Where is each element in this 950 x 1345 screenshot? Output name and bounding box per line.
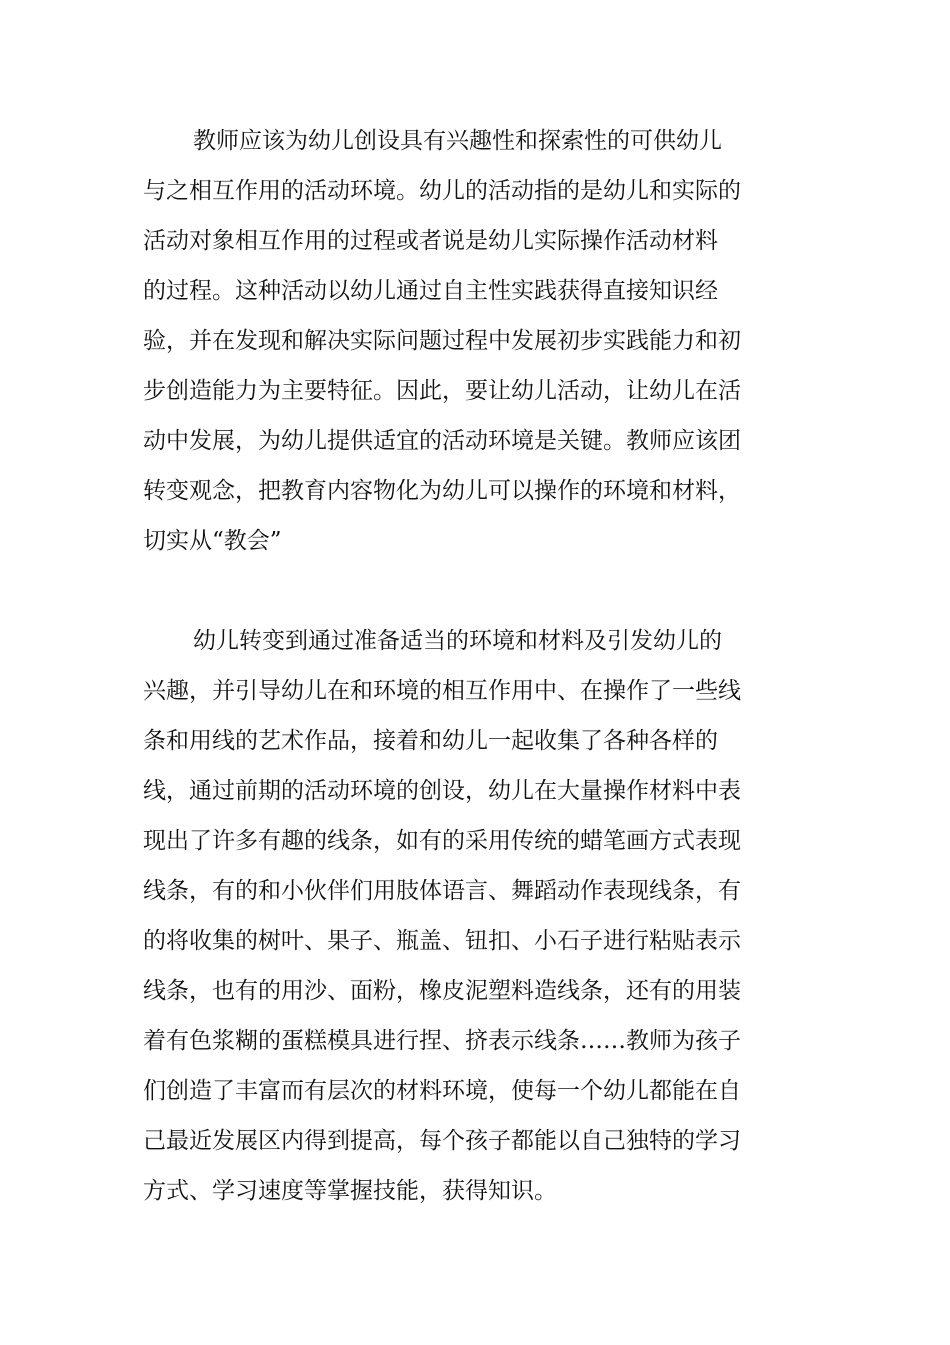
text-line: 转变观念，把教育内容物化为幼儿可以操作的环境和材料， [143, 478, 741, 504]
text-line: 条和用线的艺术作品，接着和幼儿一起收集了各种各样的 [143, 728, 718, 754]
text-line: 教师应该为幼儿创设具有兴趣性和探索性的可供幼儿 [193, 128, 722, 154]
text-line: 的将收集的树叶、果子、瓶盖、钮扣、小石子进行粘贴表示 [143, 928, 741, 954]
text-line: 兴趣，并引导幼儿在和环境的相互作用中、在操作了一些线 [143, 678, 741, 704]
text-line: 线条，也有的用沙、面粉，橡皮泥塑料造线条，还有的用装 [143, 978, 741, 1004]
text-line: 们创造了丰富而有层次的材料环境，使每一个幼儿都能在自 [143, 1078, 741, 1104]
paragraph [143, 616, 743, 1216]
text-line: 幼儿转变到通过准备适当的环境和材料及引发幼儿的 [193, 628, 722, 654]
text-line: 与之相互作用的活动环境。幼儿的活动指的是幼儿和实际的 [143, 178, 741, 204]
text-line: 活动对象相互作用的过程或者说是幼儿实际操作活动材料 [143, 228, 718, 254]
text-line: 验，并在发现和解决实际问题过程中发展初步实践能力和初 [143, 328, 741, 354]
text-line: 步创造能力为主要特征。因此，要让幼儿活动，让幼儿在活 [143, 378, 741, 404]
paragraph [143, 116, 743, 566]
text-line: 线，通过前期的活动环境的创设，幼儿在大量操作材料中表 [143, 778, 741, 804]
text-line: 方式、学习速度等掌握技能，获得知识。 [143, 1178, 557, 1204]
text-line: 的过程。这种活动以幼儿通过自主性实践获得直接知识经 [143, 278, 718, 304]
text-line: 现出了许多有趣的线条，如有的采用传统的蜡笔画方式表现 [143, 828, 741, 854]
text-line: 切实从“教会” [143, 528, 282, 554]
text-line: 着有色浆糊的蛋糕模具进行捏、挤表示线条……教师为孩子 [143, 1028, 741, 1054]
text-line: 线条，有的和小伙伴们用肢体语言、舞蹈动作表现线条，有 [143, 878, 741, 904]
text-line: 己最近发展区内得到提高，每个孩子都能以自己独特的学习 [143, 1128, 741, 1154]
text-line: 动中发展，为幼儿提供适宜的活动环境是关键。教师应该团 [143, 428, 741, 454]
